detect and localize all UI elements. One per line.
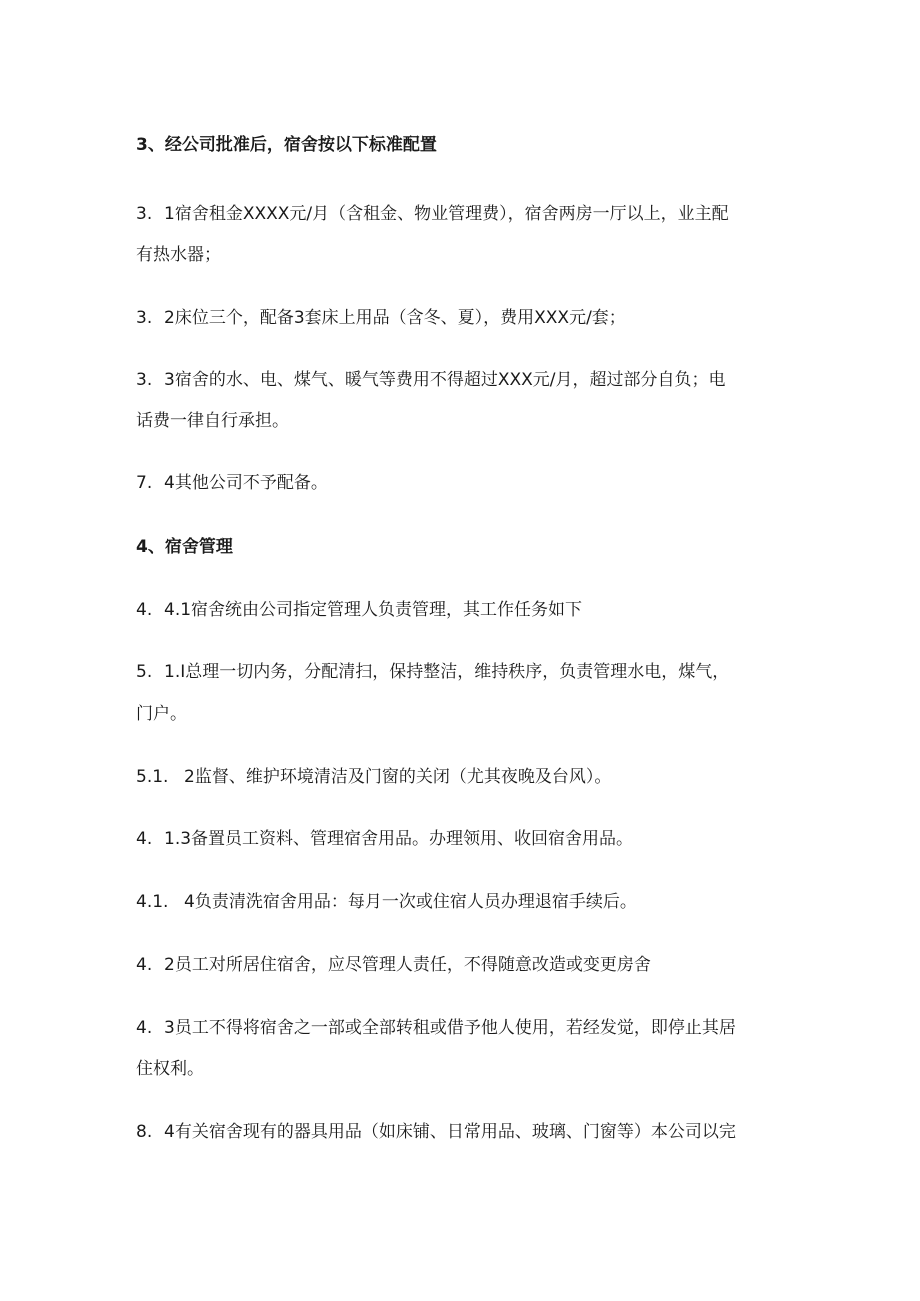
paragraph-4-2 <box>136 953 796 977</box>
item-number: 4. <box>136 829 153 849</box>
paragraph-text: 3员工不得将宿舍之一部或全部转租或借予他人使用，若经发觉，即停止其居 <box>164 1018 736 1038</box>
paragraph-3-1 <box>136 202 796 226</box>
item-number: 5. <box>136 662 153 682</box>
item-number: 3. <box>136 308 153 328</box>
paragraph-3-3-continued: 话费一律自行承担。 <box>136 411 289 431</box>
paragraph-text: 2床位三个，配备3套床上用品（含冬、夏），费用XXX元/套； <box>164 308 626 328</box>
paragraph-text: 4有关宿舍现有的器具用品（如床铺、日常用品、玻璃、门窗等）本公司以完 <box>164 1122 736 1142</box>
paragraph-4-3 <box>136 1016 796 1040</box>
paragraph-text: 1.I总理一切内务，分配清扫，保持整洁，维持秩序，负责管理水电，煤气， <box>164 662 730 682</box>
paragraph-5-1-2 <box>136 765 796 789</box>
item-number: 7. <box>136 473 153 493</box>
paragraph-text: 1.3备置员工资料、管理宿舍用品。办理领用、收回宿舍用品。 <box>164 829 634 849</box>
item-number: 4. <box>136 600 153 620</box>
paragraph-3-1-continued: 有热水器； <box>136 245 221 265</box>
item-number: 3. <box>136 204 153 224</box>
paragraph-4-1-3 <box>136 827 796 851</box>
paragraph-text: 4.1宿舍统由公司指定管理人负责管理，其工作任务如下 <box>164 600 583 620</box>
item-number: 8. <box>136 1122 153 1142</box>
paragraph-text: 2监督、维护环境清洁及门窗的关闭（尤其夜晚及台风）。 <box>184 767 612 787</box>
paragraph-text: 3宿舍的水、电、煤气、暖气等费用不得超过XXX元/月，超过部分自负；电 <box>164 370 726 390</box>
paragraph-3-3 <box>136 368 796 392</box>
item-number: 4. <box>136 955 153 975</box>
paragraph-4-1-4 <box>136 890 796 914</box>
paragraph-text: 4负责清洗宿舍用品：每月一次或住宿人员办理退宿手续后。 <box>184 892 637 912</box>
paragraph-text: 1宿舍租金XXXX元/月（含租金、物业管理费），宿舍两房一厅以上，业主配 <box>164 204 729 224</box>
item-number: 5.1. <box>136 767 169 787</box>
paragraph-3-2 <box>136 306 796 330</box>
paragraph-text: 2员工对所居住宿舍，应尽管理人责任，不得随意改造或变更房舍 <box>164 955 651 975</box>
paragraph-5-1-1-continued: 门户。 <box>136 704 187 724</box>
paragraph-4-3-continued: 住权利。 <box>136 1059 204 1079</box>
section-heading-3: 3、经公司批准后，宿舍按以下标准配置 <box>136 135 437 155</box>
section-heading-4: 4、宿舍管理 <box>136 537 233 557</box>
paragraph-text: 4其他公司不予配备。 <box>164 473 328 493</box>
item-number: 4. <box>136 1018 153 1038</box>
item-number: 4.1. <box>136 892 169 912</box>
item-number: 3. <box>136 370 153 390</box>
paragraph-4-4-1 <box>136 598 796 622</box>
paragraph-7-4 <box>136 471 796 495</box>
paragraph-5-1-1 <box>136 660 796 684</box>
paragraph-8-4 <box>136 1120 796 1144</box>
